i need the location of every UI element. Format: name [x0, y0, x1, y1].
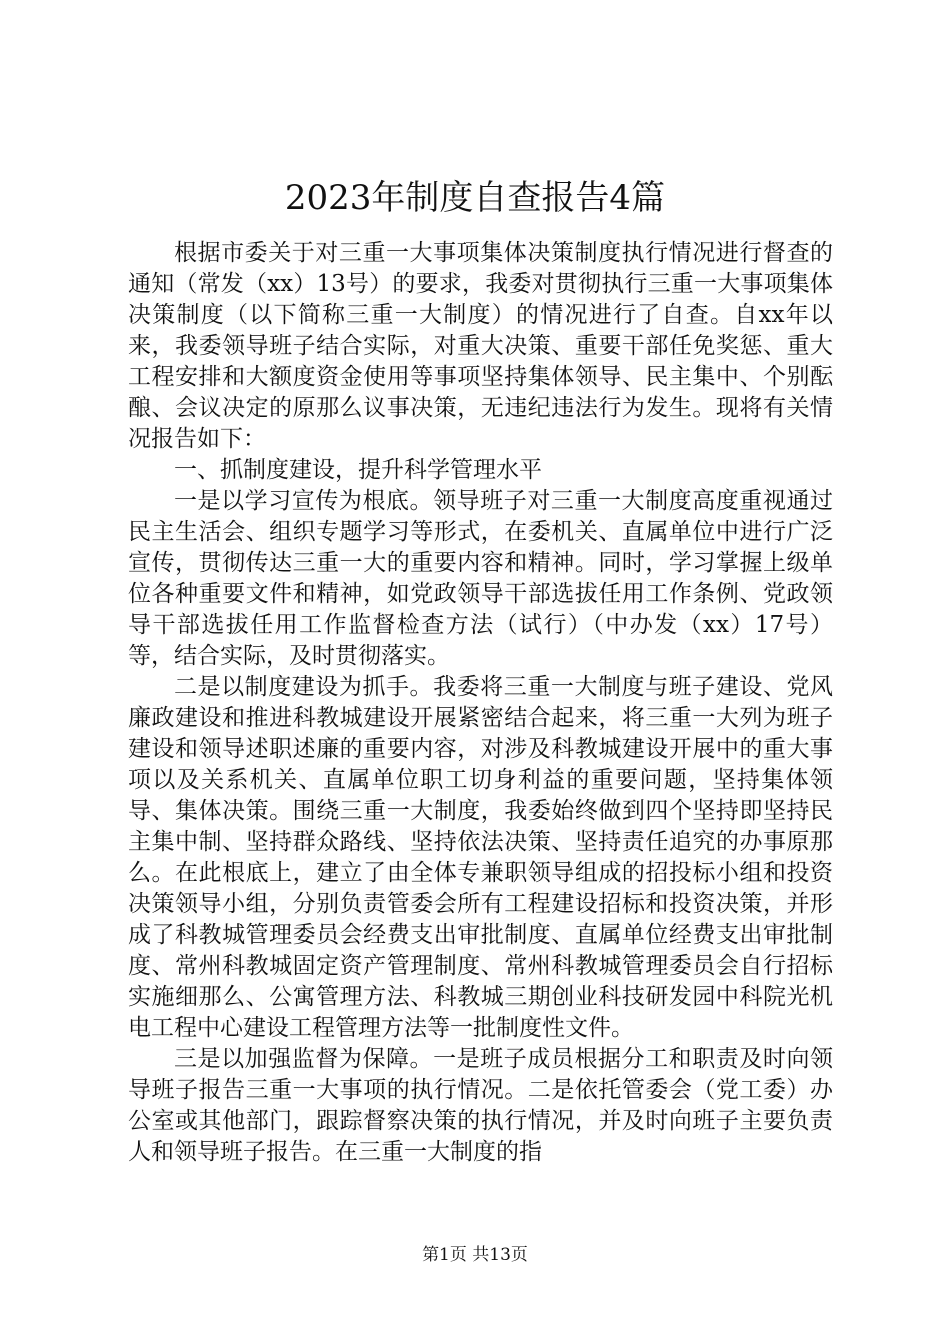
- document-title: 2023年制度自查报告4篇: [284, 178, 666, 218]
- document-body: [128, 238, 833, 1168]
- paragraph-system: 二是以制度建设为抓手。我委将三重一大制度与班子建设、党风廉政建设和推进科教城建设开展紧密结合起来，将三重一大列为班子建设和领导述职述廉的重要内容，对涉及科教城建设开展中的重大事项以及关系机关、直属单位职工切身利益的重要问题，坚持集体领导、集体决策。围绕三重一大制度，我委始终做到四个坚持即坚持民主集中制、坚持群众路线、坚持依法决策、坚持责任追究的办事原那么。在此根底上，建立了由全体专兼职领导组成的招投标小组和投资决策领导小组，分别负责管委会所有工程建设招标和投资决策，并形成了科教城管理委员会经费支出审批制度、直属单位经费支出审批制度、常州科教城固定资产管理制度、常州科教城管理委员会自行招标实施细那么、公寓管理方法、科教城三期创业科技研发园中科院光机电工程中心建设工程管理方法等一批制度性文件。: [128, 674, 833, 1041]
- paragraph-supervision: 三是以加强监督为保障。一是班子成员根据分工和职责及时向领导班子报告三重一大事项的执行情况。二是依托管委会（党工委）办公室或其他部门，跟踪督察决策的执行情况，并及时向班子主要负责人和领导班子报告。在三重一大制度的指: [128, 1046, 833, 1165]
- paragraph-intro: 根据市委关于对三重一大事项集体决策制度执行情况进行督查的通知（常发（xx）13号）的要求，我委对贯彻执行三重一大事项集体决策制度（以下简称三重一大制度）的情况进行了自查。自xx年以来，我委领导班子结合实际，对重大决策、重要干部任免奖惩、重大工程安排和大额度资金使用等事项坚持集体领导、民主集中、个别酝酿、会议决定的原那么议事决策，无违纪违法行为发生。现将有关情况报告如下：: [128, 240, 833, 452]
- section-heading: 一、抓制度建设，提升科学管理水平: [174, 457, 542, 483]
- page-footer: 第1页 共13页: [422, 1245, 528, 1265]
- paragraph-study: 一是以学习宣传为根底。领导班子对三重一大制度高度重视通过民主生活会、组织专题学习等形式，在委机关、直属单位中进行广泛宣传，贯彻传达三重一大的重要内容和精神。同时，学习掌握上级单位各种重要文件和精神，如党政领导干部选拔任用工作条例、党政领导干部选拔任用工作监督检查方法（试行）（中办发（xx）17号）等，结合实际，及时贯彻落实。: [128, 488, 833, 669]
